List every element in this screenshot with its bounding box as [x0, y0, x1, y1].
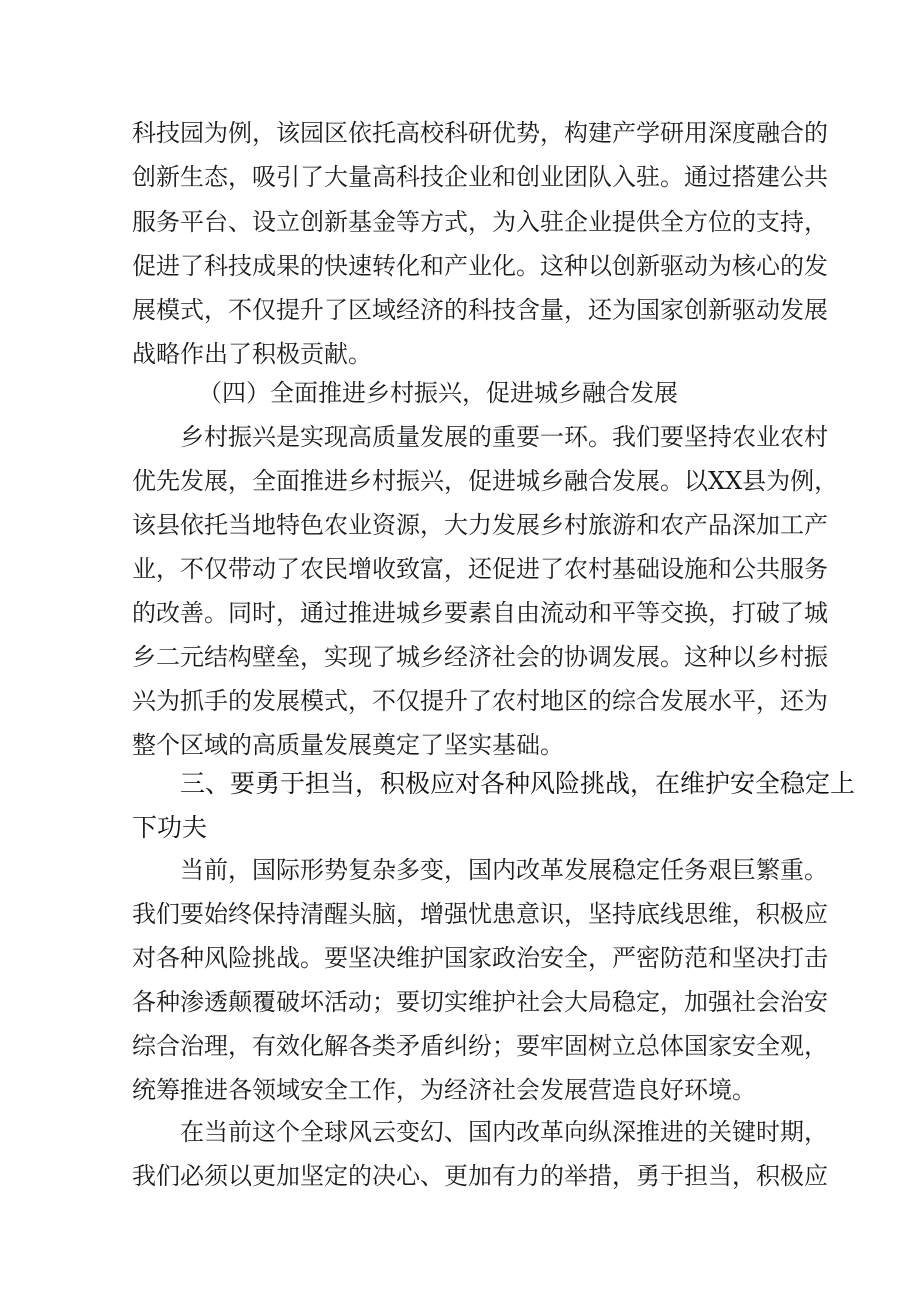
paragraph-line: 综合治理，有效化解各类矛盾纠纷；要牢固树立总体国家安全观， — [132, 1032, 828, 1060]
paragraph-line: 服务平台、设立创新基金等方式，为入驻企业提供全方位的支持， — [132, 208, 828, 236]
paragraph-line: 展模式，不仅提升了区域经济的科技含量，还为国家创新驱动发展 — [132, 296, 828, 324]
paragraph-line: 兴为抓手的发展模式，不仅提升了农村地区的综合发展水平，还为 — [132, 687, 828, 715]
paragraph-line: 促进了科技成果的快速转化和产业化。这种以创新驱动为核心的发 — [132, 252, 828, 280]
paragraph-line: 对各种风险挑战。要坚决维护国家政治安全，严密防范和坚决打击 — [132, 944, 828, 972]
section-subheading: （四）全面推进乡村振兴，促进城乡融合发展 — [198, 379, 678, 407]
paragraph-line: 在当前这个全球风云变幻、国内改革向纵深推进的关键时期， — [180, 1118, 828, 1146]
paragraph-line: 我们必须以更加坚定的决心、更加有力的举措，勇于担当，积极应 — [132, 1162, 828, 1190]
paragraph-line: 我们要始终保持清醒头脑，增强忧患意识，坚持底线思维，积极应 — [132, 900, 828, 928]
paragraph-line: 该县依托当地特色农业资源，大力发展乡村旅游和农产品深加工产 — [132, 511, 828, 539]
paragraph-line: 的改善。同时，通过推进城乡要素自由流动和平等交换，打破了城 — [132, 599, 828, 627]
section-heading: 三、要勇于担当，积极应对各种风险挑战，在维护安全稳定上 — [180, 769, 856, 798]
paragraph-line: 统筹推进各领域安全工作，为经济社会发展营造良好环境。 — [132, 1076, 756, 1104]
paragraph-line: 科技园为例，该园区依托高校科研优势，构建产学研用深度融合的 — [132, 119, 828, 147]
paragraph-line: 创新生态，吸引了大量高科技企业和创业团队入驻。通过搭建公共 — [132, 163, 828, 191]
paragraph-line: 优先发展，全面推进乡村振兴，促进城乡融合发展。以XX县为例， — [132, 467, 839, 495]
paragraph-line: 战略作出了积极贡献。 — [132, 340, 372, 368]
paragraph-line: 当前，国际形势复杂多变，国内改革发展稳定任务艰巨繁重。 — [180, 856, 828, 884]
paragraph-line: 业，不仅带动了农民增收致富，还促进了农村基础设施和公共服务 — [132, 555, 828, 583]
section-heading: 下功夫 — [132, 813, 208, 842]
paragraph-line: 乡二元结构壁垒，实现了城乡经济社会的协调发展。这种以乡村振 — [132, 643, 828, 671]
paragraph-line: 乡村振兴是实现高质量发展的重要一环。我们要坚持农业农村 — [180, 423, 828, 451]
paragraph-line: 整个区域的高质量发展奠定了坚实基础。 — [132, 731, 564, 759]
paragraph-line: 各种渗透颠覆破坏活动；要切实维护社会大局稳定，加强社会治安 — [132, 988, 828, 1016]
